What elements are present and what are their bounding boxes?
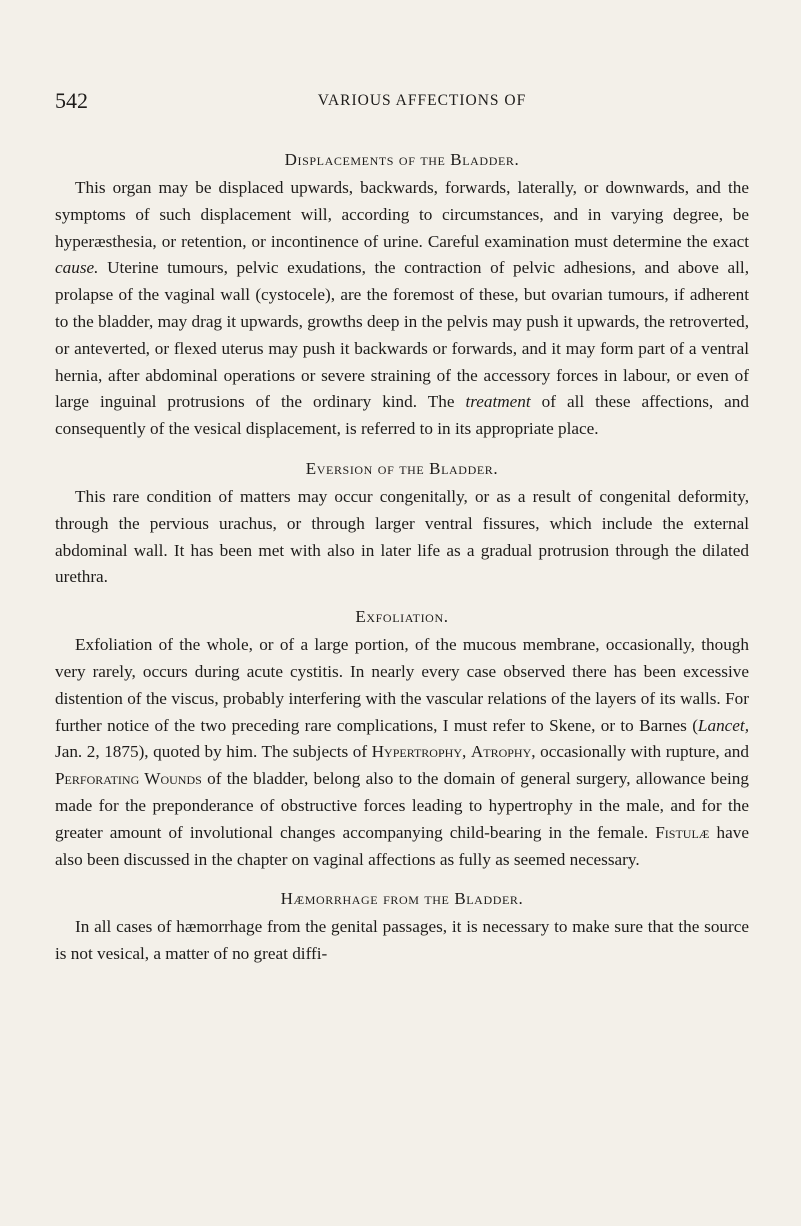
text-run: , xyxy=(461,742,471,762)
section-heading-displacements: Displacements of the Bladder. xyxy=(284,150,520,169)
smallcaps-hypertrophy: Hypertrophy xyxy=(371,742,462,762)
section-heading-exfoliation: Exfoliation. xyxy=(355,607,449,627)
italic-lancet: Lancet, xyxy=(697,715,749,735)
text-run: Jan. 2, 1875), quoted by him. The subjects of xyxy=(55,742,372,762)
italic-cause: cause. xyxy=(55,258,99,278)
running-head: VARIOUS AFFECTIONS OF xyxy=(317,92,527,109)
paragraph-exfoliation xyxy=(55,632,749,873)
text-run: Exfoliation of the whole, or of a large portion, of the mucous membrane, occasionally, though very rarely, occurs during acute cystitis. In nearly every case observed there has been excessive distention of the viscus, probably interfering with the vascular relations of the layers of its walls. For further notice of the two preceding rare complications, I must refer to Skene, or to Barnes ( xyxy=(55,635,749,735)
text-run: This organ may be displaced upwards, backwards, forwards, laterally, or downwards, and the symptoms of such displacement will, according to circumstances, and in varying degree, be hyperæsthesia, or retention, or incontinence of urine. Careful examination must determine the exact xyxy=(55,178,749,251)
text-run: of all these affections, and consequently of the vesical displacement, is referred to in its appropriate place. xyxy=(55,392,749,439)
text-run: Uterine tumours, pelvic exudations, the contraction of pelvic adhesions, and above all, prolapse of the vaginal wall (cystocele), are the foremost of these, but ovarian tumours, if adherent to the bladder, may drag it upwards, growths deep in the pelvis may push it upwards, the retroverted, or anteverted, or flexed uterus may push it backwards or forwards, and it may form part of a ventral hernia, after abdominal operations or severe straining of the accessory forces in labour, or even of large inguinal protrusions of the ordinary kind. The xyxy=(55,258,749,412)
text-run: have also been discussed in the chapter on vaginal affections as fully as seemed necessary. xyxy=(55,822,749,869)
page-header xyxy=(55,88,749,118)
section-heading-haemorrhage: Hæmorrhage from the Bladder. xyxy=(280,889,524,909)
paragraph-eversion: This rare condition of matters may occur congenitally, or as a result of congenital deformity, through the pervious urachus, or through larger ventral fissures, which include the external abdominal wall. It has been met with also in later life as a gradual protrusion through the dilated urethra. xyxy=(55,486,749,587)
paragraph-haemorrhage: In all cases of hæmorrhage from the genital passages, it is necessary to make sure that the source is not vesical, a matter of no great diffi- xyxy=(55,917,749,964)
page-number: 542 xyxy=(55,88,88,113)
text-run: of the bladder, belong also to the domain of general surgery, allowance being made for the preponderance of obstructive forces leading to hypertrophy in the male, and for the greater amount of involutional changes accompanying child-bearing in the female. xyxy=(55,769,749,842)
smallcaps-perforating-wounds: Perforating Wounds xyxy=(55,769,202,789)
paragraph-displacements xyxy=(55,175,749,443)
section-heading-eversion: Eversion of the Bladder. xyxy=(305,458,499,478)
smallcaps-fistulae: Fistulæ xyxy=(655,822,710,842)
italic-treatment: treatment xyxy=(465,392,531,412)
text-run: , occasionally with rupture, and xyxy=(531,742,749,762)
smallcaps-atrophy: Atrophy xyxy=(470,742,532,762)
